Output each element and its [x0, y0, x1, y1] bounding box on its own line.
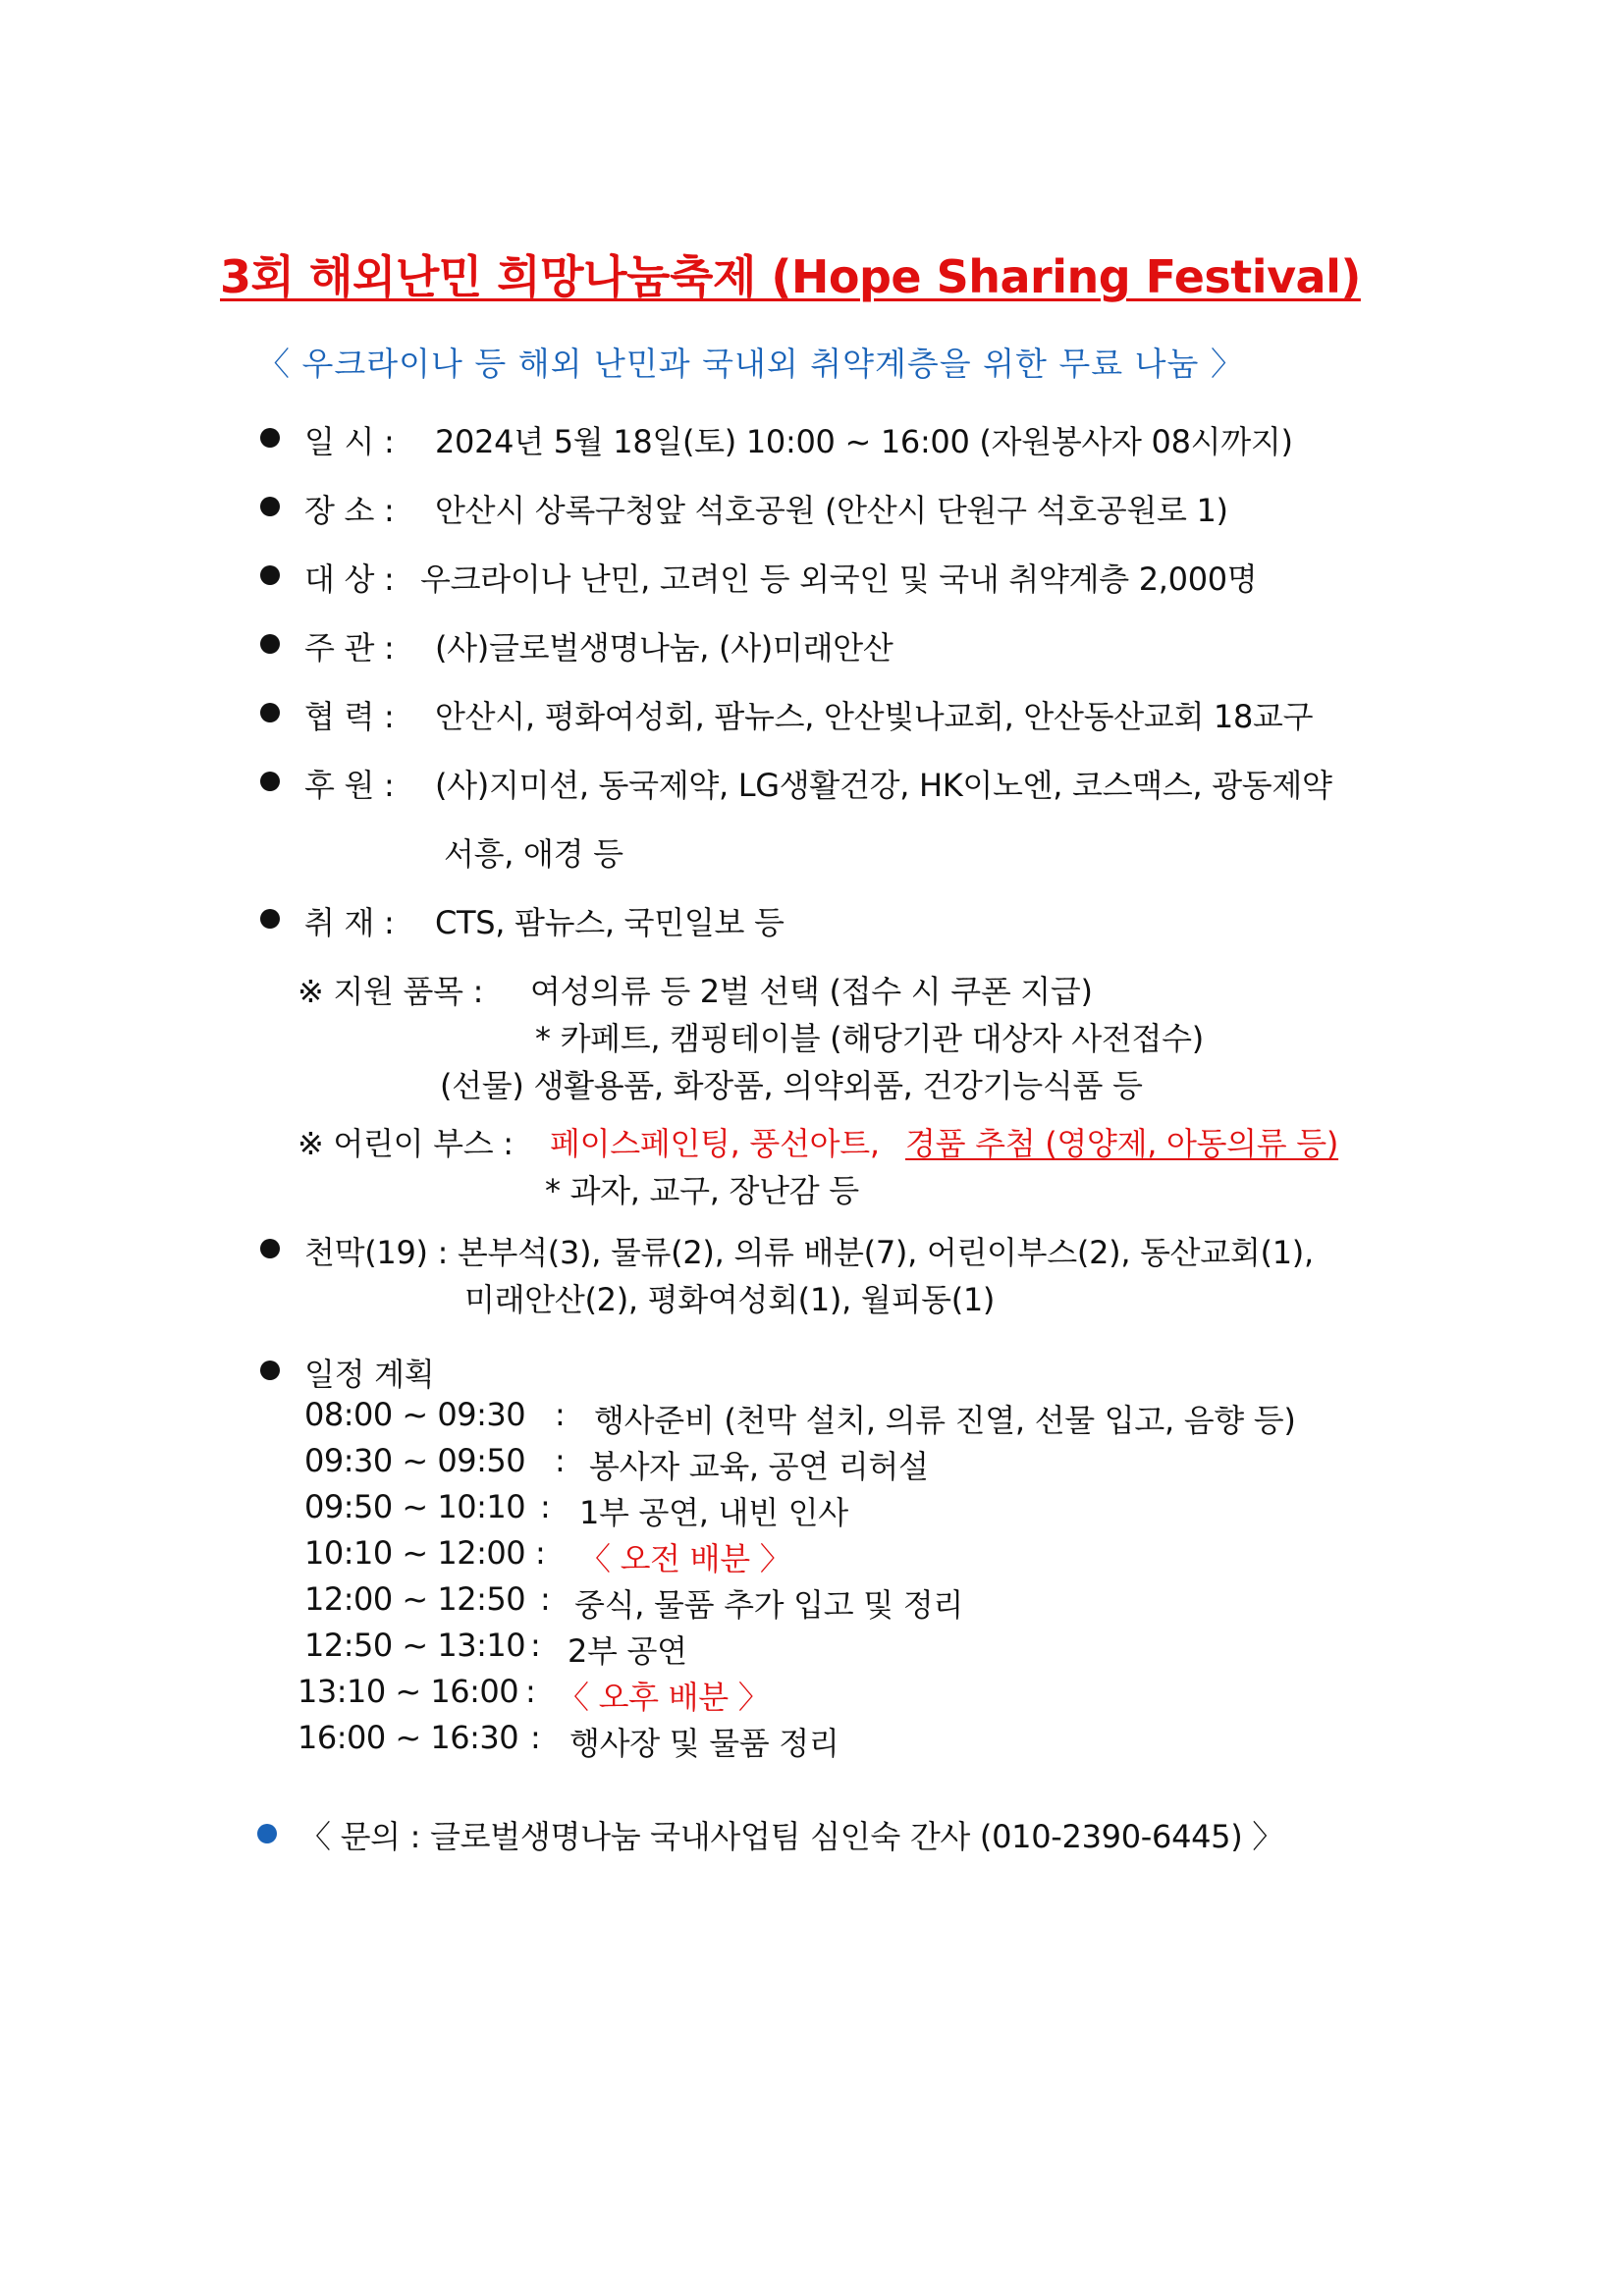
schedule-colon: : — [555, 1396, 566, 1433]
info-label-host: 주 관 : — [304, 629, 395, 667]
schedule-activity: 봉사자 교육, 공연 리허설 — [589, 1448, 929, 1485]
bullet-icon — [260, 565, 280, 585]
bullet-icon — [260, 909, 280, 929]
info-value-sponsors: (사)지미션, 동국제약, LG생활건강, HK이노엔, 코스맥스, 광동제약 — [435, 767, 1332, 804]
support-line-2: * 카페트, 캠핑테이블 (해당기관 대상자 사전접수) — [535, 1020, 1204, 1057]
contact-line: 〈 문의 : 글로벌생명나눔 국내사업팀 심인숙 간사 (010-2390-6445) 〉 — [299, 1818, 1284, 1855]
schedule-time: 12:00 ~ 12:50 — [304, 1580, 526, 1618]
schedule-activity: 행사준비 (천막 설치, 의류 진열, 선물 입고, 음향 등) — [594, 1402, 1296, 1439]
page-title: 3회 해외난민 희망나눔축제 (Hope Sharing Festival) — [220, 250, 1361, 303]
info-label-partners: 협 력 : — [304, 698, 395, 735]
schedule-time: 08:00 ~ 09:30 — [304, 1396, 526, 1433]
info-value-sponsors-cont: 서흥, 애경 등 — [444, 835, 623, 873]
schedule-activity: 2부 공연 — [568, 1632, 687, 1670]
support-label: ※ 지원 품목 : — [298, 973, 484, 1010]
support-line-3: (선물) 생활용품, 화장품, 의약외품, 건강기능식품 등 — [440, 1067, 1143, 1104]
schedule-activity: 1부 공연, 내빈 인사 — [579, 1494, 848, 1531]
schedule-heading: 일정 계획 — [304, 1356, 435, 1393]
schedule-colon: : — [540, 1580, 551, 1618]
schedule-time: 09:50 ~ 10:10 — [304, 1488, 526, 1525]
info-label-place: 장 소 : — [304, 492, 395, 529]
subtitle: 〈 우크라이나 등 해외 난민과 국내외 취약계층을 위한 무료 나눔 〉 — [257, 345, 1244, 383]
schedule-colon: : — [540, 1488, 551, 1525]
info-value-date: 2024년 5월 18일(토) 10:00 ~ 16:00 (자원봉사자 08시까지) — [435, 423, 1293, 460]
kids-booth-activities: 페이스페인팅, 풍선아트, — [550, 1125, 880, 1162]
schedule-time: 13:10 ~ 16:00 — [298, 1673, 519, 1710]
schedule-colon: : — [535, 1534, 546, 1572]
info-label-sponsors: 후 원 : — [304, 767, 395, 804]
info-label-date: 일 시 : — [304, 423, 395, 460]
schedule-colon: : — [530, 1627, 541, 1664]
bullet-icon — [260, 634, 280, 654]
schedule-colon: : — [555, 1442, 566, 1479]
bullet-icon — [260, 428, 280, 448]
bullet-icon — [260, 772, 280, 791]
tents-line-2: 미래안산(2), 평화여성회(1), 월피동(1) — [464, 1281, 996, 1318]
schedule-activity-highlight: 〈 오후 배분 〉 — [558, 1679, 770, 1716]
schedule-colon: : — [525, 1673, 536, 1710]
schedule-time: 16:00 ~ 16:30 — [298, 1719, 519, 1756]
bullet-icon — [260, 497, 280, 516]
schedule-time: 10:10 ~ 12:00 — [304, 1534, 526, 1572]
kids-booth-line-2: * 과자, 교구, 장난감 등 — [545, 1172, 859, 1209]
info-value-place: 안산시 상록구청앞 석호공원 (안산시 단원구 석호공원로 1) — [435, 492, 1228, 529]
schedule-colon: : — [530, 1719, 541, 1756]
bullet-icon — [260, 1361, 280, 1380]
kids-booth-raffle: 경품 추첨 (영양제, 아동의류 등) — [905, 1125, 1339, 1162]
info-value-press: CTS, 팜뉴스, 국민일보 등 — [435, 904, 785, 941]
schedule-activity-highlight: 〈 오전 배분 〉 — [579, 1540, 791, 1577]
info-label-target: 대 상 : — [304, 561, 395, 598]
tents-line-1: 천막(19) : 본부석(3), 물류(2), 의류 배분(7), 어린이부스(2), 동산교회(1), — [304, 1234, 1314, 1271]
schedule-time: 12:50 ~ 13:10 — [304, 1627, 526, 1664]
info-value-partners: 안산시, 평화여성회, 팜뉴스, 안산빛나교회, 안산동산교회 18교구 — [435, 698, 1314, 735]
blue-bullet-icon — [257, 1824, 277, 1843]
info-label-press: 취 재 : — [304, 904, 395, 941]
schedule-activity: 행사장 및 물품 정리 — [569, 1725, 839, 1762]
info-value-host: (사)글로벌생명나눔, (사)미래안산 — [435, 629, 893, 667]
schedule-time: 09:30 ~ 09:50 — [304, 1442, 526, 1479]
kids-booth-label: ※ 어린이 부스 : — [298, 1125, 514, 1162]
info-value-target: 우크라이나 난민, 고려인 등 외국인 및 국내 취약계층 2,000명 — [420, 561, 1258, 598]
support-line-1: 여성의류 등 2벌 선택 (접수 시 쿠폰 지급) — [530, 973, 1093, 1010]
bullet-icon — [260, 703, 280, 722]
schedule-activity: 중식, 물품 추가 입고 및 정리 — [574, 1586, 963, 1624]
bullet-icon — [260, 1239, 280, 1258]
